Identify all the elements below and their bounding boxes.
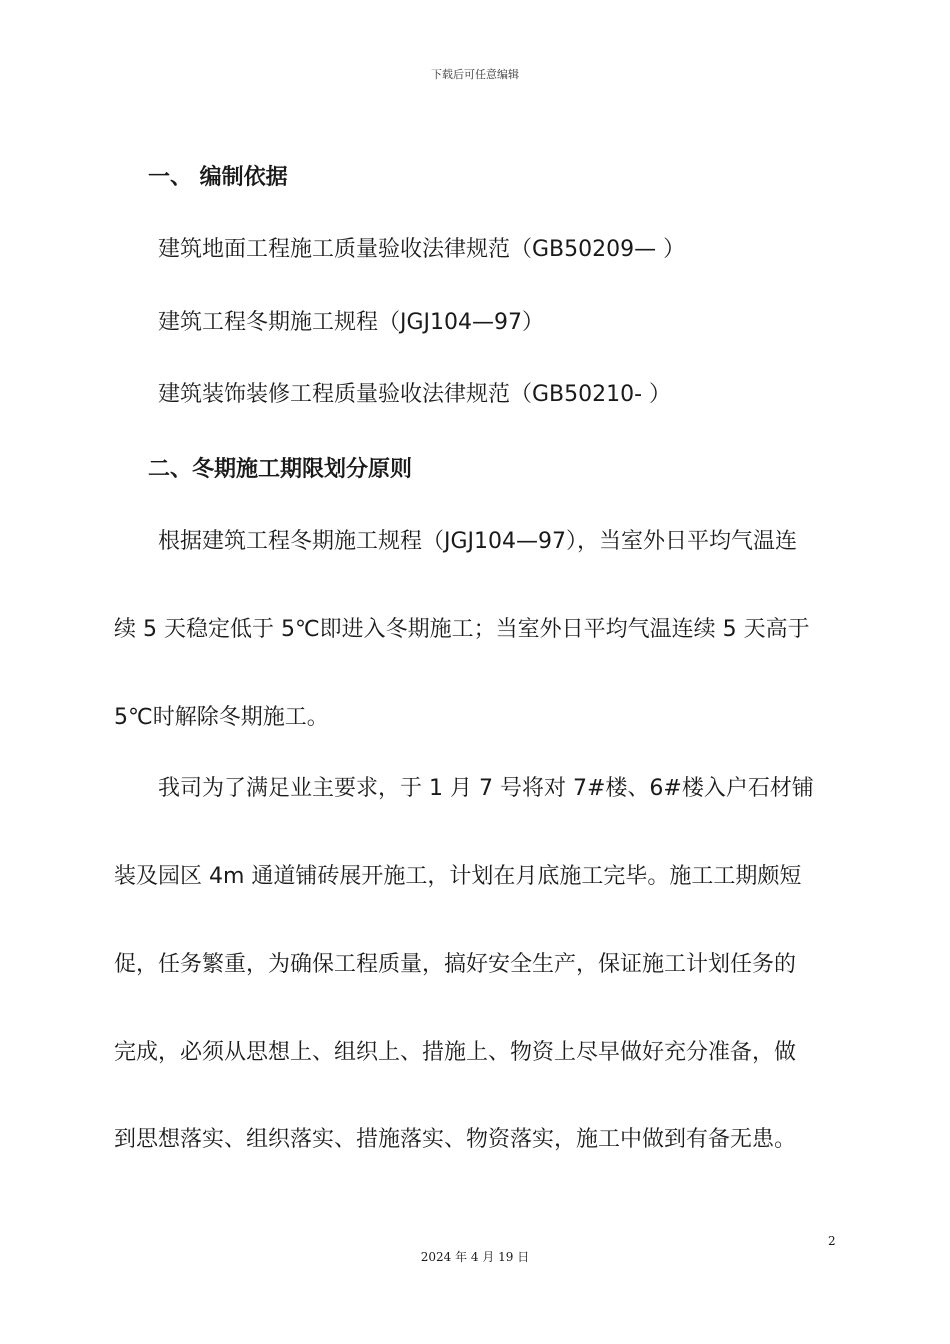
header-note: 下载后可任意编辑	[431, 68, 519, 81]
paragraph-line: 5℃时解除冬期施工。	[114, 705, 329, 730]
reference-item: 建筑装饰装修工程质量验收法律规范（GB50210- ）	[158, 382, 672, 407]
page-number: 2	[828, 1234, 836, 1248]
paragraph-line: 到思想落实、组织落实、措施落实、物资落实，施工中做到有备无患。	[114, 1127, 797, 1152]
footer-date: 2024 年 4 月 19 日	[420, 1250, 530, 1264]
paragraph-line: 促，任务繁重，为确保工程质量，搞好安全生产，保证施工计划任务的	[114, 952, 797, 977]
paragraph-line: 续 5 天稳定低于 5℃即进入冬期施工；当室外日平均气温连续 5 天高于	[114, 617, 810, 642]
paragraph-line: 根据建筑工程冬期施工规程（JGJ104—97），当室外日平均气温连	[158, 529, 798, 554]
section-heading-basis: 一、 编制依据	[148, 165, 288, 190]
reference-item: 建筑地面工程施工质量验收法律规范（GB50209— ）	[158, 237, 686, 262]
paragraph-line: 装及园区 4m 通道铺砖展开施工，计划在月底施工完毕。施工工期颇短	[114, 864, 802, 889]
paragraph-line: 完成，必须从思想上、组织上、措施上、物资上尽早做好充分准备，做	[114, 1040, 797, 1065]
reference-item: 建筑工程冬期施工规程（JGJ104—97）	[158, 310, 545, 335]
section-heading-period: 二、冬期施工期限划分原则	[148, 457, 413, 482]
paragraph-line: 我司为了满足业主要求，于 1 月 7 号将对 7#楼、6#楼入户石材铺	[158, 776, 814, 801]
